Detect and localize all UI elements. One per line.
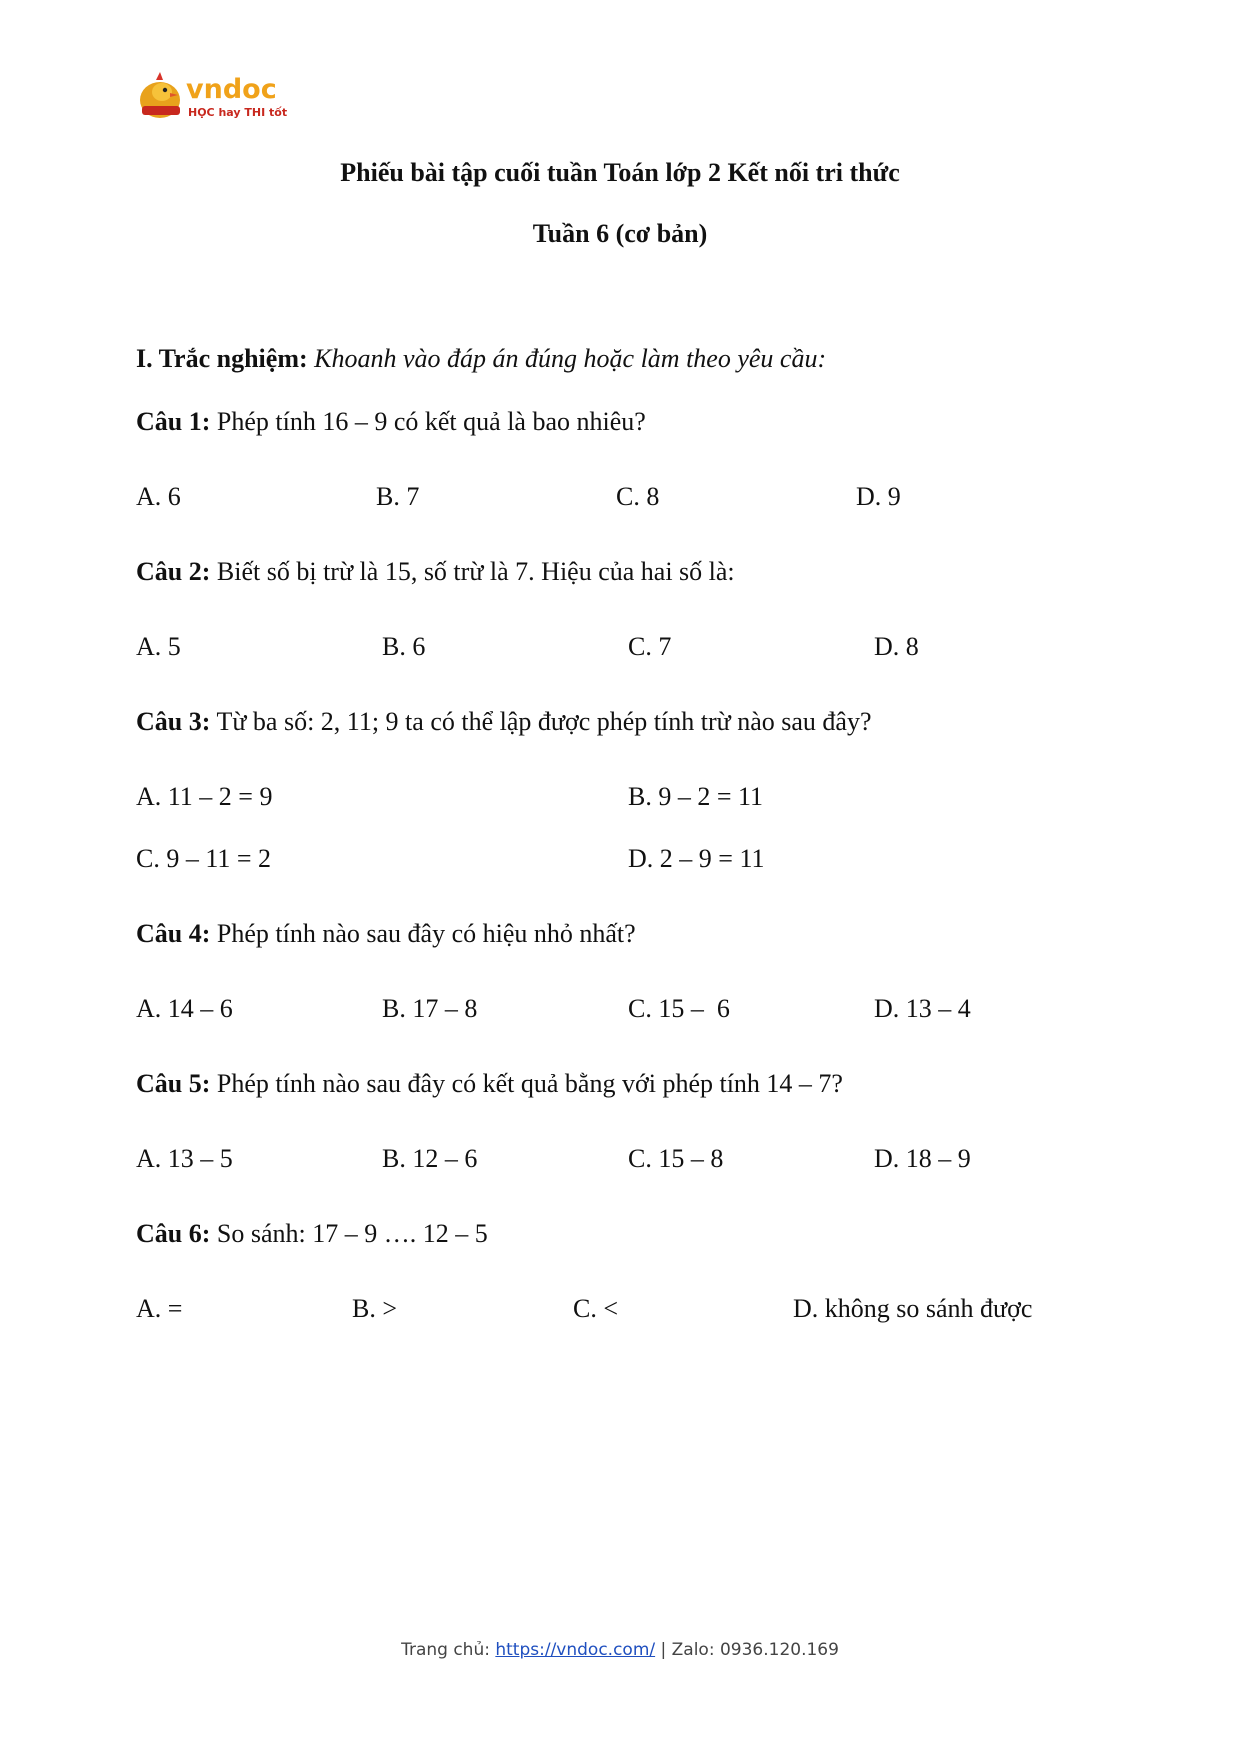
question-text: Phép tính nào sau đây có hiệu nhỏ nhất?: [216, 919, 636, 948]
page-footer: [0, 1640, 1240, 1660]
question-label: Câu 5:: [136, 1069, 211, 1098]
page-subtitle: Tuần 6 (cơ bản): [532, 219, 708, 248]
question-2: [136, 557, 735, 587]
option-3a: A. 11 – 2 = 9: [136, 782, 273, 811]
svg-text:HỌC hay THI tốt: HỌC hay THI tốt: [188, 106, 288, 119]
section-instruction: Khoanh vào đáp án đúng hoặc làm theo yêu cầu:: [314, 344, 827, 373]
option-5a: A. 13 – 5: [136, 1144, 233, 1173]
option-1c: C. 8: [616, 482, 660, 511]
question-6: [136, 1219, 488, 1249]
section-heading: I. Trắc nghiệm:: [136, 344, 308, 373]
option-5b: B. 12 – 6: [382, 1144, 478, 1173]
option-2c: C. 7: [628, 632, 672, 661]
option-2b: B. 6: [382, 632, 426, 661]
question-text: Phép tính nào sau đây có kết quả bằng với phép tính 14 – 7?: [216, 1069, 843, 1098]
option-1b: B. 7: [376, 482, 420, 511]
question-3: [136, 707, 872, 737]
vndoc-logo: [136, 70, 306, 126]
option-6b: B. >: [352, 1294, 398, 1323]
option-6c: C. <: [573, 1294, 619, 1323]
svg-text:vndoc: vndoc: [186, 74, 277, 105]
question-text: Từ ba số: 2, 11; 9 ta có thể lập được phép tính trừ nào sau đây?: [216, 707, 872, 736]
option-3c: C. 9 – 11 = 2: [136, 844, 272, 873]
question-5: [136, 1069, 843, 1099]
option-2a: A. 5: [136, 632, 181, 661]
footer-suffix: | Zalo: 0936.120.169: [655, 1640, 839, 1660]
question-label: Câu 4:: [136, 919, 211, 948]
option-4d: D. 13 – 4: [874, 994, 971, 1023]
question-text: Biết số bị trừ là 15, số trừ là 7. Hiệu của hai số là:: [216, 557, 735, 586]
option-4b: B. 17 – 8: [382, 994, 478, 1023]
section-header: [136, 344, 826, 374]
option-1d: D. 9: [856, 482, 901, 511]
option-6a: A. =: [136, 1294, 183, 1323]
vndoc-logo-graphic: [136, 70, 306, 126]
option-5d: D. 18 – 9: [874, 1144, 971, 1173]
option-3b: B. 9 – 2 = 11: [628, 782, 764, 811]
option-6d: D. không so sánh được: [793, 1294, 1033, 1323]
option-1a: A. 6: [136, 482, 181, 511]
option-3d: D. 2 – 9 = 11: [628, 844, 765, 873]
option-2d: D. 8: [874, 632, 919, 661]
footer-prefix: Trang chủ:: [401, 1640, 496, 1660]
question-text: Phép tính 16 – 9 có kết quả là bao nhiêu?: [216, 407, 646, 436]
option-4a: A. 14 – 6: [136, 994, 233, 1023]
question-label: Câu 1:: [136, 407, 211, 436]
question-text: So sánh: 17 – 9 …. 12 – 5: [216, 1219, 488, 1248]
question-4: [136, 919, 636, 949]
question-label: Câu 3:: [136, 707, 211, 736]
question-label: Câu 6:: [136, 1219, 211, 1248]
option-5c: C. 15 – 8: [628, 1144, 724, 1173]
homepage-link[interactable]: https://vndoc.com/: [495, 1640, 656, 1660]
question-1: [136, 407, 646, 437]
option-4c: C. 15 – 6: [628, 994, 730, 1023]
question-label: Câu 2:: [136, 557, 211, 586]
page-title: Phiếu bài tập cuối tuần Toán lớp 2 Kết nối tri thức: [340, 158, 900, 187]
